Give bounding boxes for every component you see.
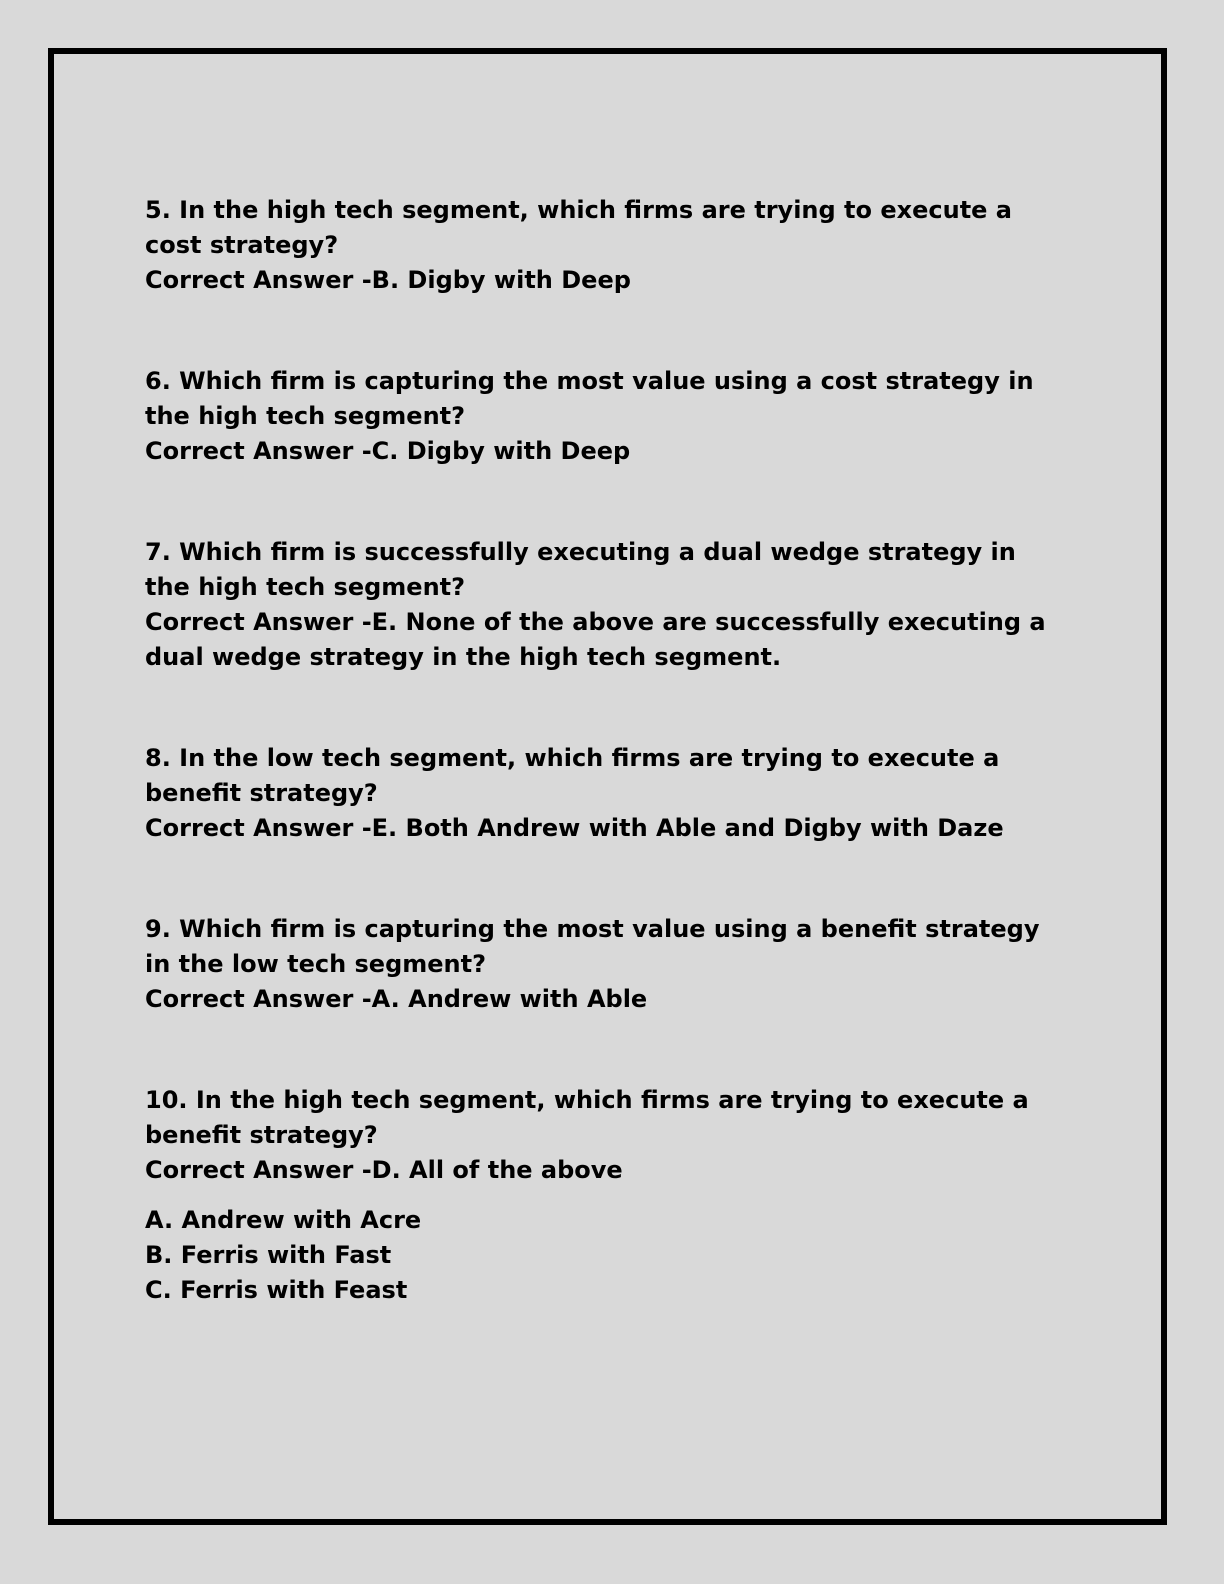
qa-item-9 bbox=[145, 912, 1065, 1017]
qa-item-6 bbox=[145, 364, 1065, 469]
question-text: 9. Which firm is capturing the most value using a benefit strategy in the low tech segment? bbox=[145, 915, 1040, 978]
answer-text: Correct Answer -B. Digby with Deep bbox=[145, 266, 631, 294]
qa-item-5 bbox=[145, 193, 1065, 298]
option-b: B. Ferris with Fast bbox=[145, 1241, 392, 1269]
question-text: 6. Which firm is capturing the most value using a cost strategy in the high tech segment? bbox=[145, 367, 1034, 430]
question-text: 10. In the high tech segment, which firms are trying to execute a benefit strategy? bbox=[145, 1086, 1029, 1149]
answer-text: Correct Answer -C. Digby with Deep bbox=[145, 437, 631, 465]
option-a: A. Andrew with Acre bbox=[145, 1206, 422, 1234]
option-c: C. Ferris with Feast bbox=[145, 1276, 408, 1304]
answer-options bbox=[145, 1203, 1065, 1308]
answer-text: Correct Answer -A. Andrew with Able bbox=[145, 985, 648, 1013]
answer-text: Correct Answer -E. Both Andrew with Able and Digby with Daze bbox=[145, 814, 1004, 842]
answer-text: Correct Answer -D. All of the above bbox=[145, 1156, 623, 1184]
question-text: 8. In the low tech segment, which firms are trying to execute a benefit strategy? bbox=[145, 744, 1000, 807]
qa-item-7 bbox=[145, 535, 1065, 675]
qa-item-8 bbox=[145, 741, 1065, 846]
qa-item-10 bbox=[145, 1083, 1065, 1308]
question-text: 7. Which firm is successfully executing a dual wedge strategy in the high tech segment? bbox=[145, 538, 1016, 601]
document-body bbox=[145, 193, 1065, 1308]
answer-text: Correct Answer -E. None of the above are successfully executing a dual wedge strategy in the high tech segment. bbox=[145, 608, 1046, 671]
question-text: 5. In the high tech segment, which firms are trying to execute a cost strategy? bbox=[145, 196, 1012, 259]
